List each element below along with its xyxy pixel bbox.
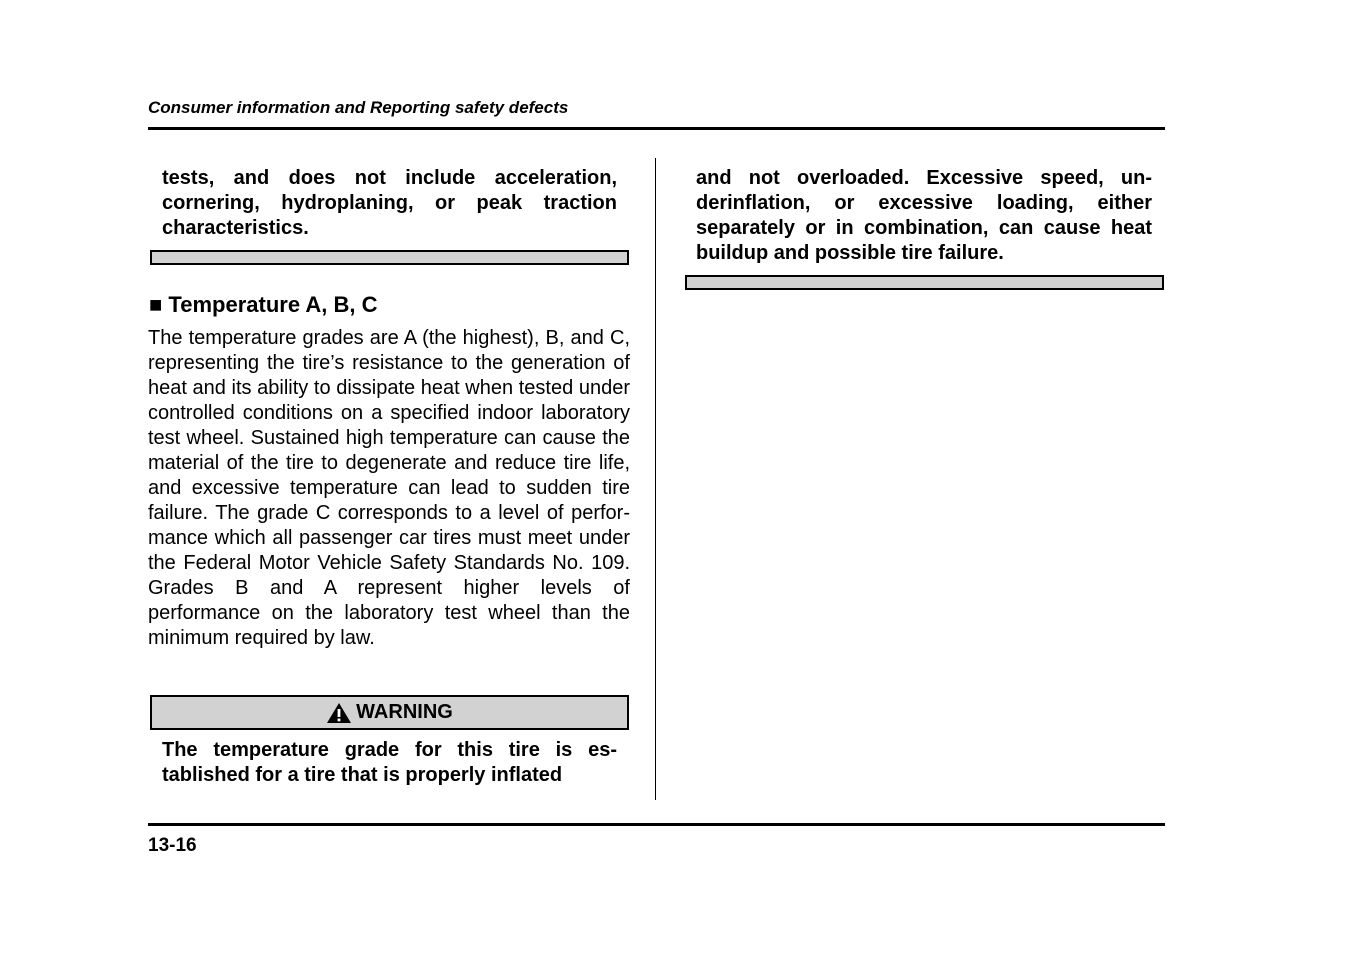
warning-header [150,695,629,730]
left-warning-end-bar [150,250,629,265]
page-number: 13-16 [148,835,197,856]
section-bullet: ■ [149,292,163,317]
right-continued-warning-text: and not overloaded. Excessive speed, underinflation, or excessive loading, either separately or in combination, can cause heat buildup and possible tire failure. [696,167,1152,264]
column-divider [655,158,656,800]
footer-rule [148,823,1165,826]
section-body-text: The temperature grades are A (the highest), B, and C, representing the tire’s resistance to the generation of heat and its ability to dissipate heat when tested under controlled conditions on a specified indoor laboratory test wheel. Sustained high temperature can cause the material of the tire to degenerate and reduce tire life, and excessive temperature can lead to sudden tire failure. The grade C corresponds to a level of performance which all passenger car tires must meet under the Federal Motor Vehicle Safety Standards No. 109. Grades B and A represent higher levels of performance on the laboratory test wheel than the minimum required by law. [148,327,630,649]
warning-label: WARNING [356,701,453,723]
left-continued-warning-text: tests, and does not include acceleration, cornering, hydroplaning, or peak traction characteristics. [162,167,617,239]
right-warning-end-bar [685,275,1164,290]
section-heading [149,292,377,318]
header-rule [148,127,1165,130]
warning-text: The temperature grade for this tire is established for a tire that is properly inflated [162,739,617,786]
running-header: Consumer information and Reporting safety defects [148,98,569,117]
section-title: Temperature A, B, C [168,292,378,317]
warning-triangle-icon [326,702,352,724]
